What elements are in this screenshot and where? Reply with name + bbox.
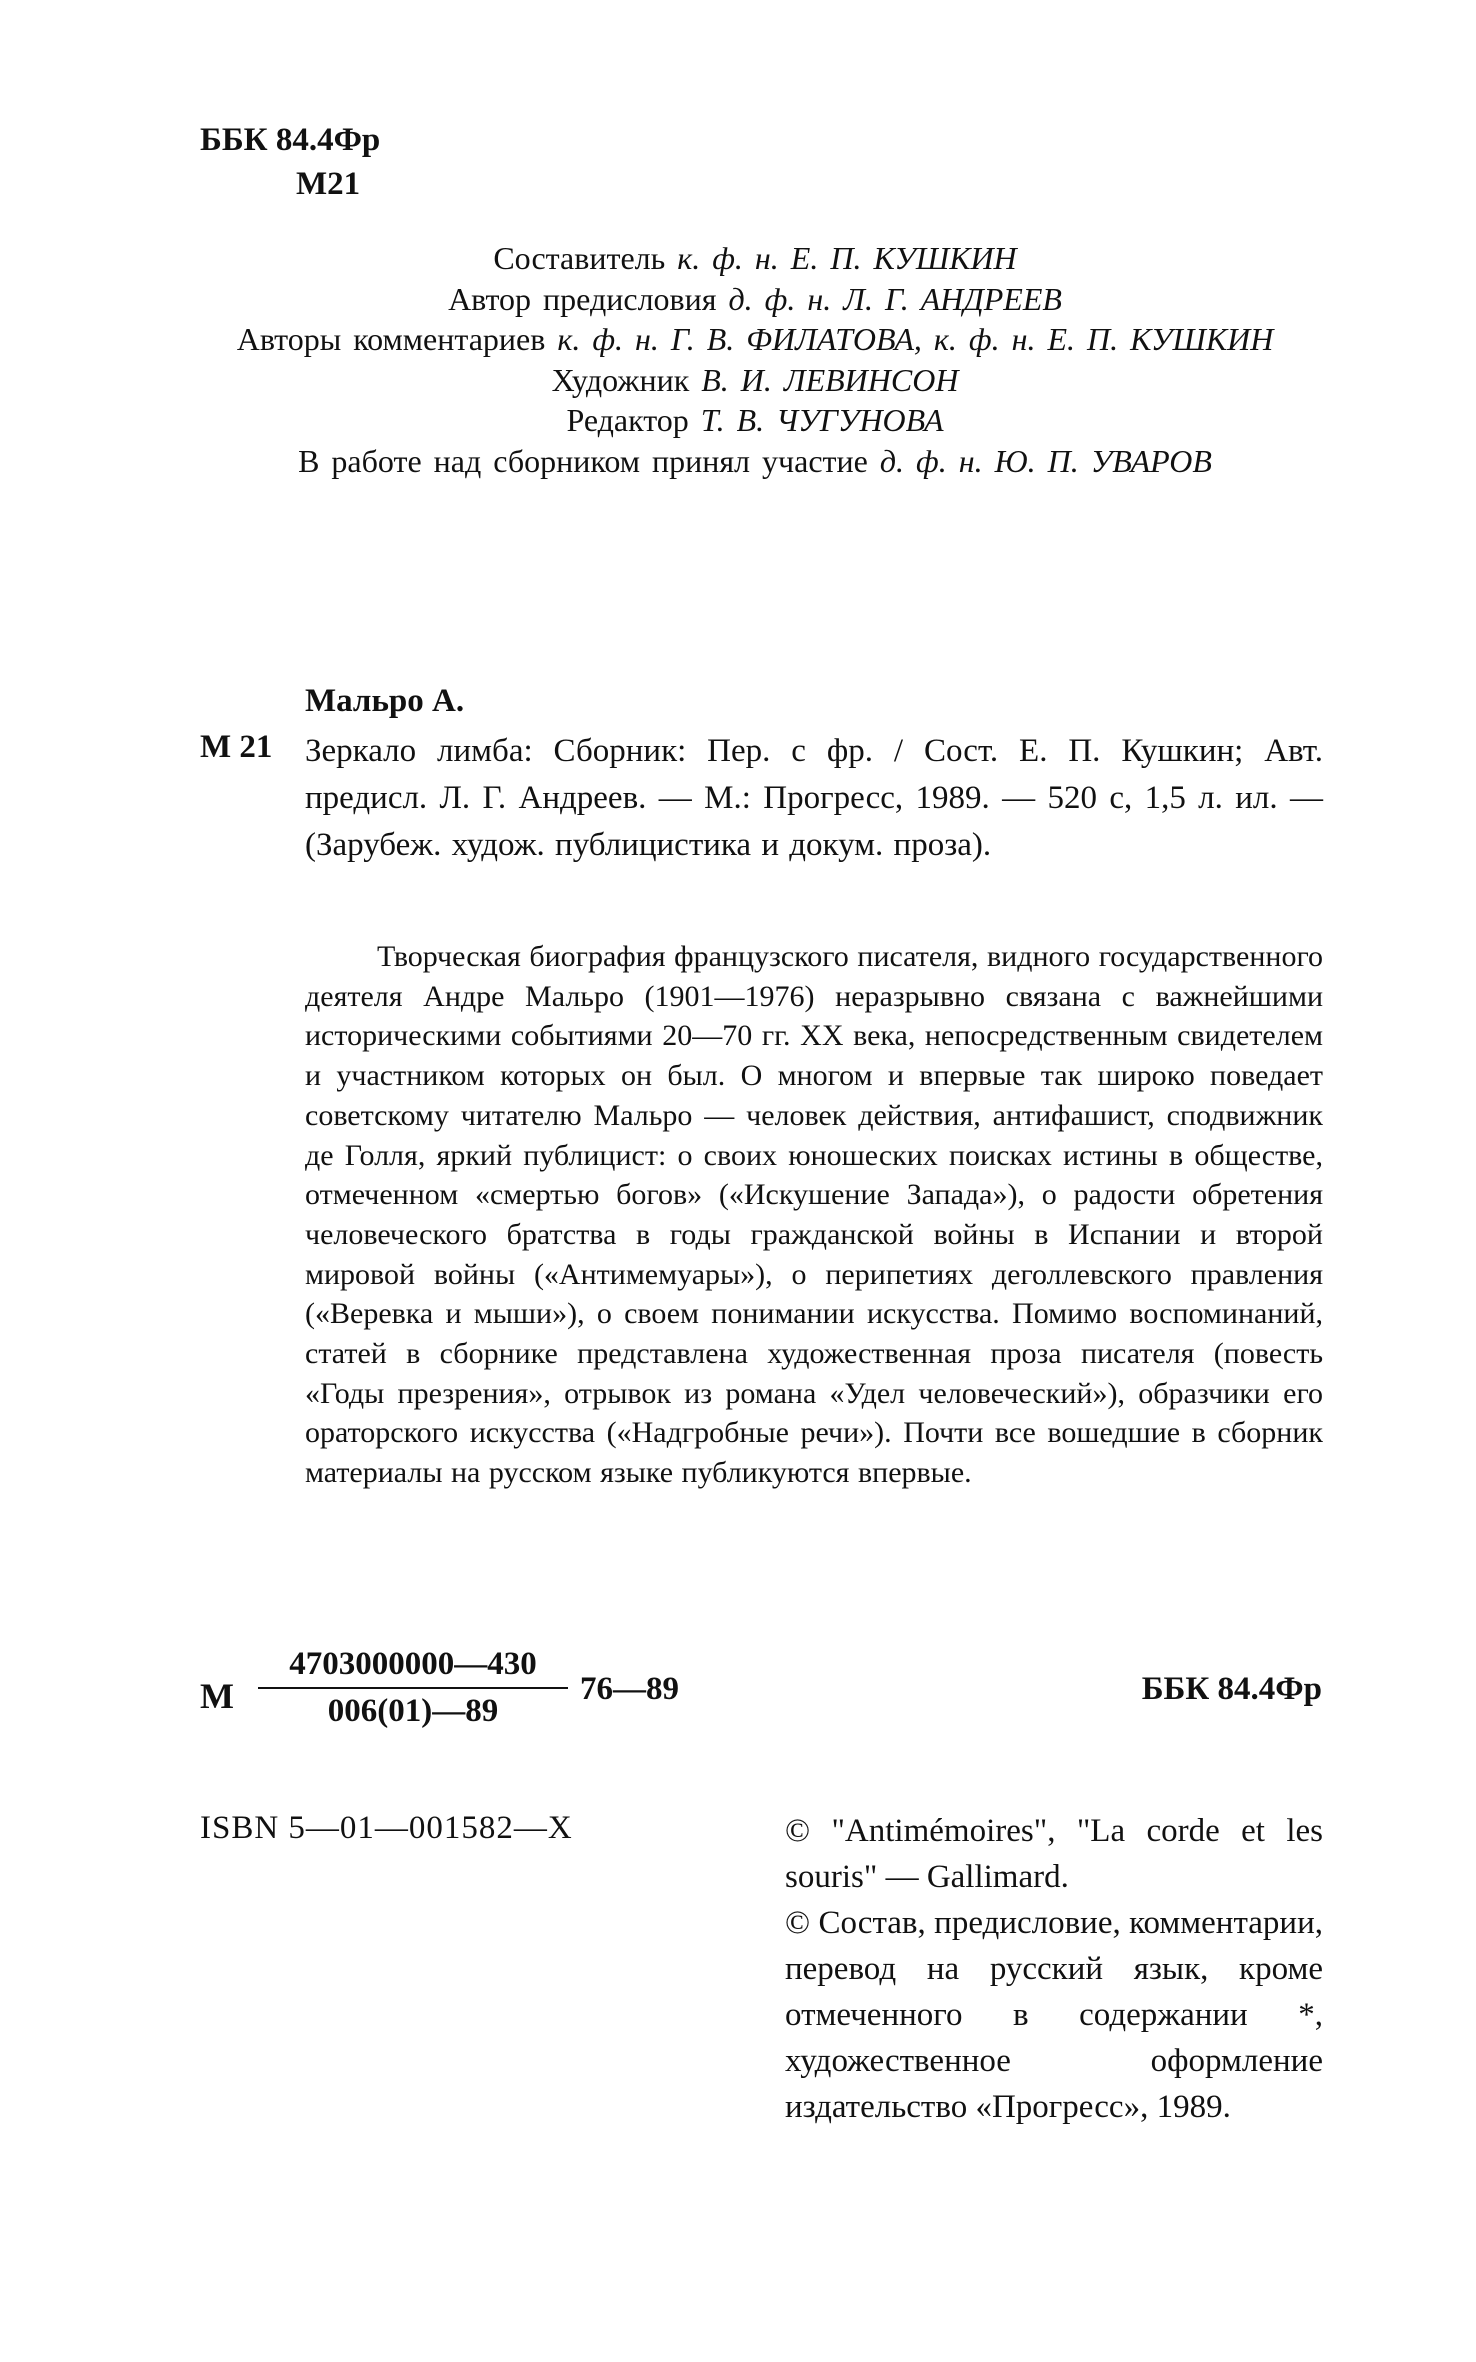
credit-role: Художник	[551, 361, 690, 398]
credit-participant	[190, 441, 1320, 482]
credit-name: В. И. ЛЕВИНСОН	[701, 361, 959, 398]
credit-name: к. ф. н. Г. В. ФИЛАТОВА, к. ф. н. Е. П. КУШКИН	[557, 321, 1274, 357]
copyright-gallimard: © "Antimémoires", "La corde et les souris" — Gallimard.	[785, 1813, 1323, 1895]
annotation-text: Творческая биография французского писателя, видного государственного деятеля Андре Мальро (1901—1976) неразрывно связана с важнейшими историческими событиями 20—70 гг. XX века, непосредственным свидетелем и участником которых он был. О многом и впервые так широко поведает советскому читателю Мальро — человек действия, антифашист, сподвижник де Голля, яркий публицист: о своих юношеских поисках истины в обществе, отмеченном «смертью богов» («Искушение Запада»), о радости обретения человеческого братства в годы гражданской войны в Испании и второй мировой войны («Антимемуары»), о перипетиях деголлевского правления («Веревка и мыши»), о своем понимании искусства. Помимо воспоминаний, статей в сборнике представлена художественная проза писателя (повесть «Годы презрения», отрывок из романа «Удел человеческий»), образчики его ораторского искусства («Надгробные речи»). Почти все вошедшие в сборник материалы на русском языке публикуются впервые.	[305, 940, 1323, 1490]
credit-compiler	[190, 238, 1320, 279]
credit-editor	[190, 400, 1320, 441]
index-denominator: 006(01)—89	[327, 1693, 499, 1729]
bbk-code: ББК 84.4Фр	[200, 122, 381, 158]
index-letter: М	[200, 1676, 234, 1716]
credit-role: Составитель	[493, 240, 666, 276]
credit-commentary-authors	[190, 319, 1320, 360]
credit-name: д. ф. н. Ю. П. УВАРОВ	[879, 442, 1212, 479]
index-suffix: 76—89	[580, 1671, 679, 1707]
credit-preface-author	[190, 279, 1320, 320]
copyright-progress: © Состав, предисловие, комментарии, перевод на русский язык, кроме отмеченного в содержании *, художественное оформление издательство «Прогресс», 1989.	[785, 1905, 1323, 2125]
credit-role: В работе над сборником принял участие	[298, 442, 868, 479]
author-mark: М21	[296, 166, 361, 202]
copyright-block	[785, 1808, 1323, 2130]
index-numerator: 4703000000—430	[258, 1646, 568, 1689]
index-fraction	[258, 1646, 568, 1730]
credit-role: Редактор	[566, 402, 689, 438]
catalog-author: Мальро А.	[305, 683, 465, 719]
credit-name: Т. В. ЧУГУНОВА	[700, 402, 944, 438]
credit-name: д. ф. н. Л. Г. АНДРЕЕВ	[728, 280, 1062, 317]
credit-name: к. ф. н. Е. П. КУШКИН	[677, 240, 1017, 276]
credit-role: Авторы комментариев	[236, 321, 546, 357]
isbn: ISBN 5—01—001582—X	[200, 1810, 573, 1846]
credit-artist	[190, 360, 1320, 401]
catalog-code: М 21	[200, 729, 273, 765]
bbk-code-bottom: ББК 84.4Фр	[1141, 1671, 1322, 1707]
credits-block	[190, 238, 1320, 481]
bbk-classification	[200, 118, 380, 206]
credit-role: Автор предисловия	[448, 280, 717, 317]
bibliographic-description: Зеркало лимба: Сборник: Пер. с фр. / Сост. Е. П. Кушкин; Авт. предисл. Л. Г. Андреев. — М.: Прогресс, 1989. — 520 с, 1,5 л. ил. — (Зарубеж. худож. публицистика и докум. проза).	[305, 733, 1323, 863]
